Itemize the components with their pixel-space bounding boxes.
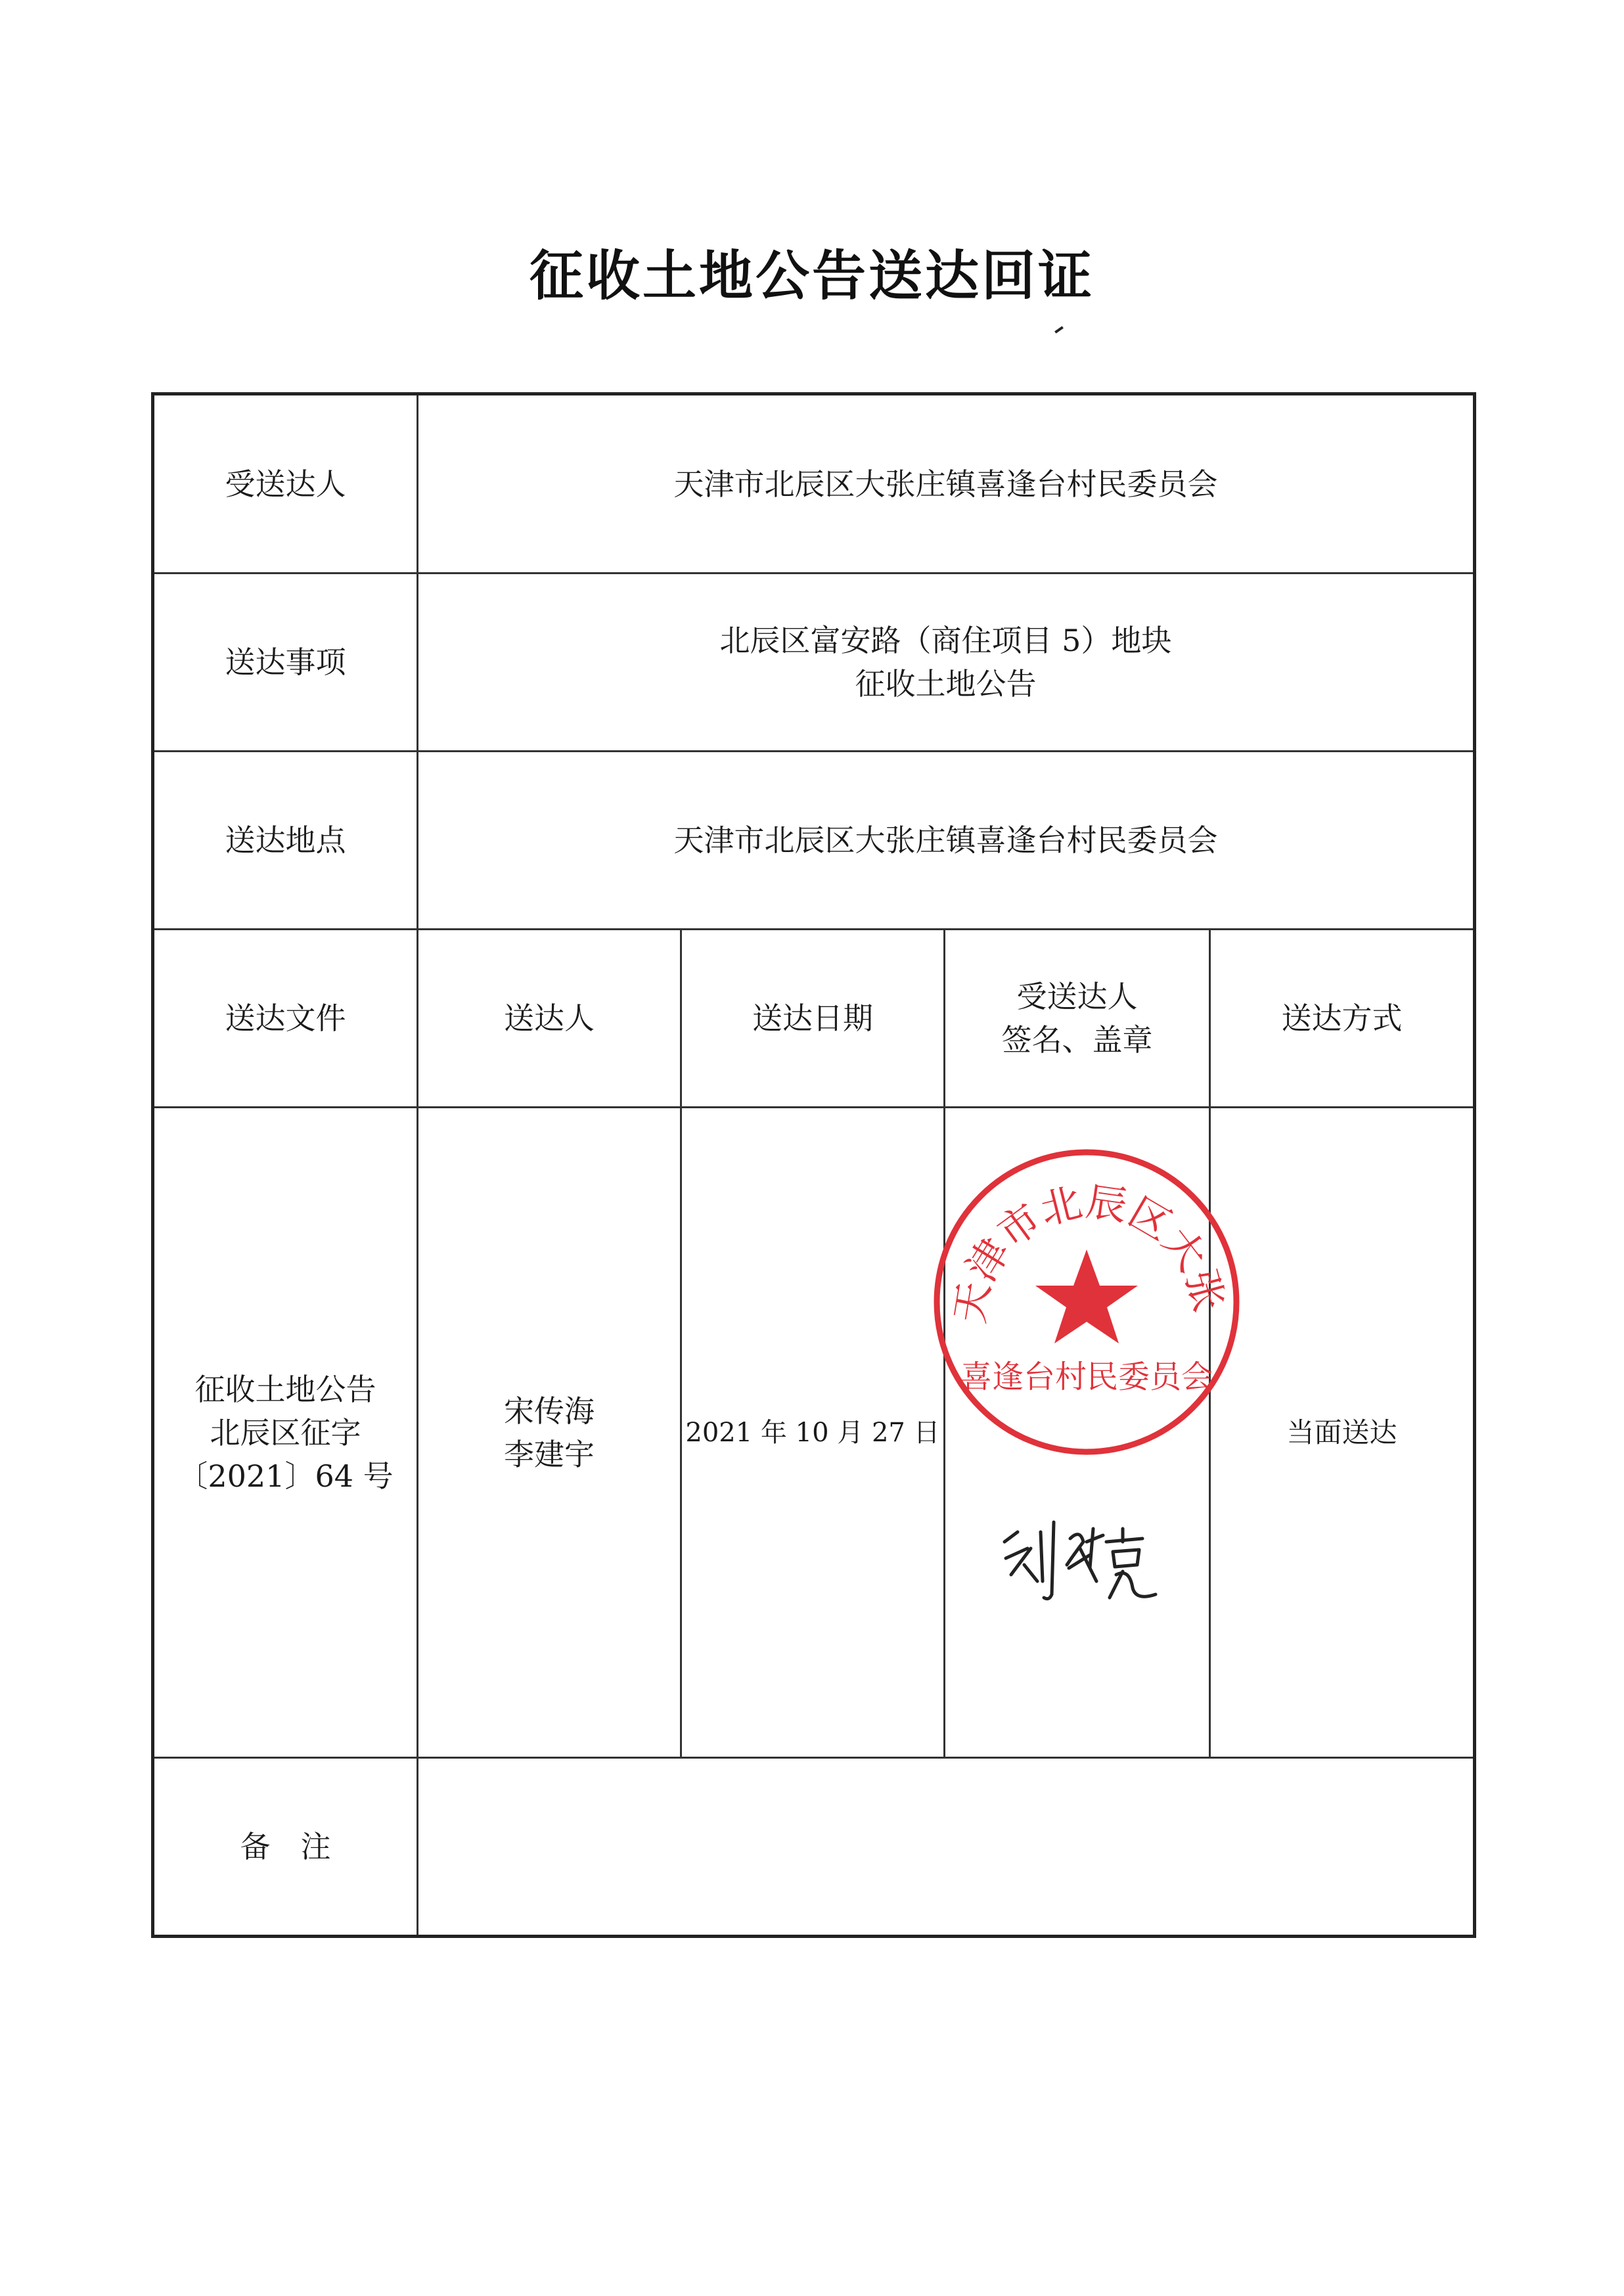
remarks-label: 备 注 bbox=[153, 1758, 418, 1937]
header-signature-line2: 签名、盖章 bbox=[1001, 1022, 1153, 1058]
server-line2: 李建宇 bbox=[504, 1436, 595, 1472]
method-cell: 当面送达 bbox=[1210, 1108, 1475, 1758]
matter-label: 送达事项 bbox=[153, 574, 418, 752]
recipient-row bbox=[153, 394, 1475, 574]
matter-value-line1: 北辰区富安路（商住项目 5）地块 bbox=[719, 623, 1172, 658]
server-line1: 宋传海 bbox=[504, 1393, 595, 1429]
seal-arc-text: 天津市北辰区大张 bbox=[945, 1177, 1234, 1327]
recipient-label: 受送达人 bbox=[153, 394, 418, 574]
seal-graphic bbox=[932, 1148, 1241, 1456]
remarks-value bbox=[418, 1758, 1475, 1937]
header-document: 送达文件 bbox=[153, 930, 418, 1108]
star-icon bbox=[1035, 1249, 1138, 1343]
recipient-value: 天津市北辰区大张庄镇喜逢台村民委员会 bbox=[418, 394, 1475, 574]
tick-mark bbox=[1054, 326, 1064, 333]
matter-row bbox=[153, 574, 1475, 752]
document-cell bbox=[153, 1108, 418, 1758]
matter-value bbox=[418, 574, 1475, 752]
header-signature bbox=[945, 930, 1210, 1108]
date-cell: 2021 年 10 月 27 日 bbox=[681, 1108, 945, 1758]
delivery-receipt-table bbox=[151, 392, 1476, 1938]
remarks-row bbox=[153, 1758, 1475, 1937]
matter-value-line2: 征收土地公告 bbox=[855, 666, 1037, 702]
header-method: 送达方式 bbox=[1210, 930, 1475, 1108]
header-signature-line1: 受送达人 bbox=[1016, 979, 1138, 1014]
header-row bbox=[153, 930, 1475, 1108]
header-server: 送达人 bbox=[418, 930, 681, 1108]
document-title: 征收土地公告送达回证 bbox=[529, 245, 1094, 307]
signature-graphic bbox=[991, 1502, 1175, 1608]
document-line3: 〔2021〕64 号 bbox=[177, 1458, 394, 1494]
seal-bottom-text: 喜逢台村民委员会 bbox=[960, 1359, 1213, 1395]
document-line1: 征收土地公告 bbox=[194, 1371, 376, 1407]
official-seal bbox=[932, 1148, 1241, 1456]
signature-cell bbox=[945, 1108, 1234, 1758]
place-row bbox=[153, 752, 1475, 930]
document-line2: 北辰区征字 bbox=[210, 1414, 361, 1451]
data-row bbox=[153, 1108, 1475, 1758]
place-value: 天津市北辰区大张庄镇喜逢台村民委员会 bbox=[418, 752, 1475, 930]
header-date: 送达日期 bbox=[681, 930, 945, 1108]
handwritten-signature bbox=[991, 1502, 1175, 1608]
server-cell bbox=[418, 1108, 681, 1758]
place-label: 送达地点 bbox=[153, 752, 418, 930]
